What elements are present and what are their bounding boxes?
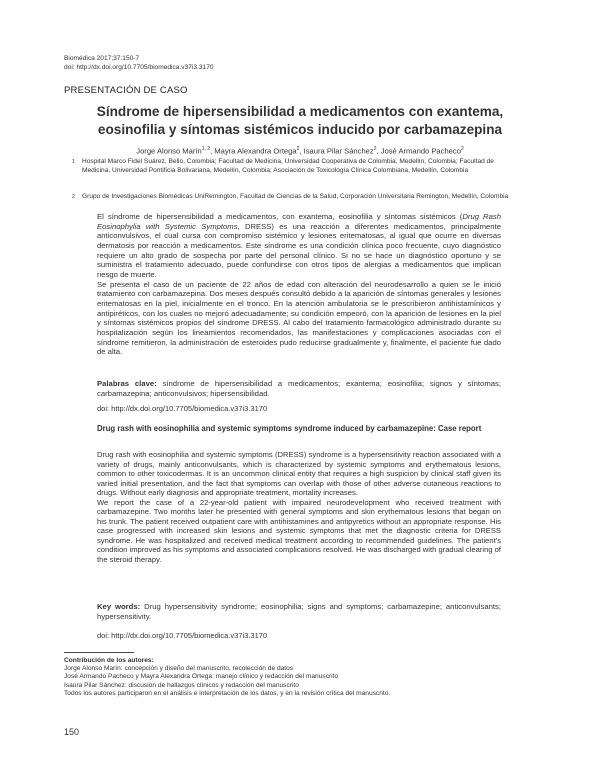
affiliation-number: 1 [72,159,75,165]
keywords-label: Key words: [97,602,141,611]
english-title: Drug rash with eosinophilia and systemic symptoms syndrome induced by carbamazepine: Case report [97,424,482,433]
abstract-paragraph: Drug rash with eosinophilia and systemic symptoms (DRESS) syndrome is a hypersensitivity reaction associated with a variety of drugs, mainly anticonvulsants, which is characterized by systemic symptoms and erythematous lesions, common to other toxicodermas. It is an uncommon clinical entity that requires a high suspicion by clinical staff given its varied initial presentation, and the fact that symptoms can overlap with those of other adverse cutaneous reactions to drugs. Without early diagnosis and appropriate treatment, mortality increases. [97,450,501,498]
author-contributions [64,657,534,698]
keywords-english [97,602,501,622]
journal-citation: Biomédica 2017;37:150-7 [64,55,140,62]
article-title-line-2: eosinofilia y síntomas sistémicos inducido por carbamazepina [97,121,503,137]
abstract-spanish [97,212,501,357]
page-number: 150 [64,727,80,737]
article-title-line-1: Síndrome de hipersensibilidad a medicamentos con exantema, [96,104,504,119]
affiliation-1 [72,158,512,175]
contribution-line: Todos los autores participaron en el análisis e interpretación de los datos, y en la revisión crítica del manuscrito. [64,689,391,697]
abstract-paragraph [97,212,501,280]
author-affiliation-ref: 2 [373,146,377,152]
contribution-line: José Armando Pacheco y Mayra Alexandra Ortega: manejo clínico y redacción del manuscrito [64,673,339,681]
header-doi-link[interactable]: doi: http://dx.doi.org/10.7705/biomedica.v37i3.3170 [64,64,214,71]
abstract-paragraph: We report the case of a 22-year-old patient with impaired neurodevelopment who received treatment with carbamazepine. Two months later he presented with general symptoms and skin erythematous lesions that began on his trunk. The patient received outpatient care with antihistamines and antipyretics without an appropriate response. His case progressed with increased skin lesions and systemic symptoms that met the diagnostic criteria for DRESS syndrome. He was hospitalized and received medical treatment according to recommended guidelines. The patient's condition improved as his symptoms and associated complications resolved. He was discharged with gradual clearing of the steroid therapy. [97,497,501,565]
article-header-meta [64,54,214,72]
abstract-text: , DRESS) es una reacción a diferentes medicamentos, principalmente anticonvulsivos, el cual cursa con compromiso sistémico y lesiones eritematosas, al igual que ocurre en diversas dermatosis por reacción a medicamentos. Este síndrome es una condición clínica poco frecuente, cuyo diagnóstico requiere un alto grado de sospecha por parte del personal clínico. Si no se hace un diagnóstico oportuno y se suministra el tratamiento adecuado, puede confundirse con otros tipos de alergias a medicamentos que implican riesgo de muerte. [97,221,501,279]
abstract-italic-term: Drug Rash Eosinophylia with Systemic Symptoms [97,212,501,231]
article-title [78,103,522,138]
author-affiliation-ref: 1, 2 [201,146,211,152]
keywords-spanish [97,379,501,399]
affiliation-text: Hospital Marco Fidel Suárez, Bello, Colombia; Facultad de Medicina, Universidad Cooperativa de Colombia, Medellín, Colombia; Facultad de Medicina, Universidad Pontificia Bolivariana, Medellín, Colombia; Asociación de Toxicología Clínica Colombiana, Medellín, Colombia [82,158,494,174]
keywords-label: Palabras clave: [97,379,157,388]
abstract-paragraph: Se presenta el caso de un paciente de 22 años de edad con alteración del neurodesarrollo a quien se le inició tratamiento con carbamazepina. Dos meses después consultó debido a la aparición de síntomas generales y lesiones eritematosas en la piel, inicialmente en el tronco. En la atención ambulatoria se le prescribieron antihistamínicos y antipiréticos, con los cuales no mejoró adecuadamente; su condición empeoró, con la aparición de lesiones en la piel y síntomas sistémicos propios del síndrome DRESS. Al cabo del tratamiento farmacológico administrado durante su hospitalización según los lineamientos recomendados, las manifestaciones y complicaciones asociadas con el síndrome remitieron, la administración de esteroides pudo reducirse gradualmente y, finalmente, el paciente fue dado de alta. [97,279,501,357]
keywords-text: síndrome de hipersensibilidad a medicamentos; exantema; eosinofilia; signos y síntomas; carbamazepina; anticonvulsivos; hipersensibilidad. [97,379,501,398]
author-affiliation-ref: 2 [296,146,300,152]
author-list: Jorge Alonso Marín$^{1, 2}$, Mayra Alexandra Ortega$^2$, Isaura Pilar Sánchez$^2$, José Armando Pacheco$^2$ [136,146,464,156]
section-label: PRESENTACIÓN DE CASO [64,85,188,96]
keywords-text: Drug hypersensitivity syndrome; eosinophilia; signs and symptoms; carbamazepine; anticonvulsants; hypersensitivity. [97,602,502,621]
abstract-english [97,450,501,565]
contributions-heading: Contribución de los autores: [64,657,154,664]
affiliation-2 [72,193,512,202]
footnote-divider [64,652,134,653]
abstract-text: El síndrome de hipersensibilidad a medicamentos, con exantema, eosinofilia y síntomas sistémicos ( [97,212,463,221]
author-name: Mayra Alexandra Ortega [214,146,297,156]
author-name: José Armando Pacheco [380,146,461,156]
affiliation-number: 2 [72,194,75,200]
author-affiliation-ref: 2 [460,146,464,152]
affiliation-text: Grupo de Investigaciones Biomédicas UniRemington, Facultad de Ciencias de la Salud, Corporación Universitaria Remington, Medellín, Colombia [82,193,509,200]
author-name: Isaura Pilar Sánchez [303,146,374,156]
doi-link-spanish[interactable]: doi: http://dx.doi.org/10.7705/biomedica.v37i3.3170 [97,404,268,413]
doi-link-english[interactable]: doi: http://dx.doi.org/10.7705/biomedica.v37i3.3170 [97,631,268,640]
contribution-line: Jorge Alonso Marín: concepción y diseño del manuscrito, recolección de datos [64,665,294,673]
author-name: Jorge Alonso Marín [136,146,202,156]
contribution-line: Isaura Pilar Sánchez: discusión de hallazgos clínicos y redacción del manuscrito [64,681,299,689]
